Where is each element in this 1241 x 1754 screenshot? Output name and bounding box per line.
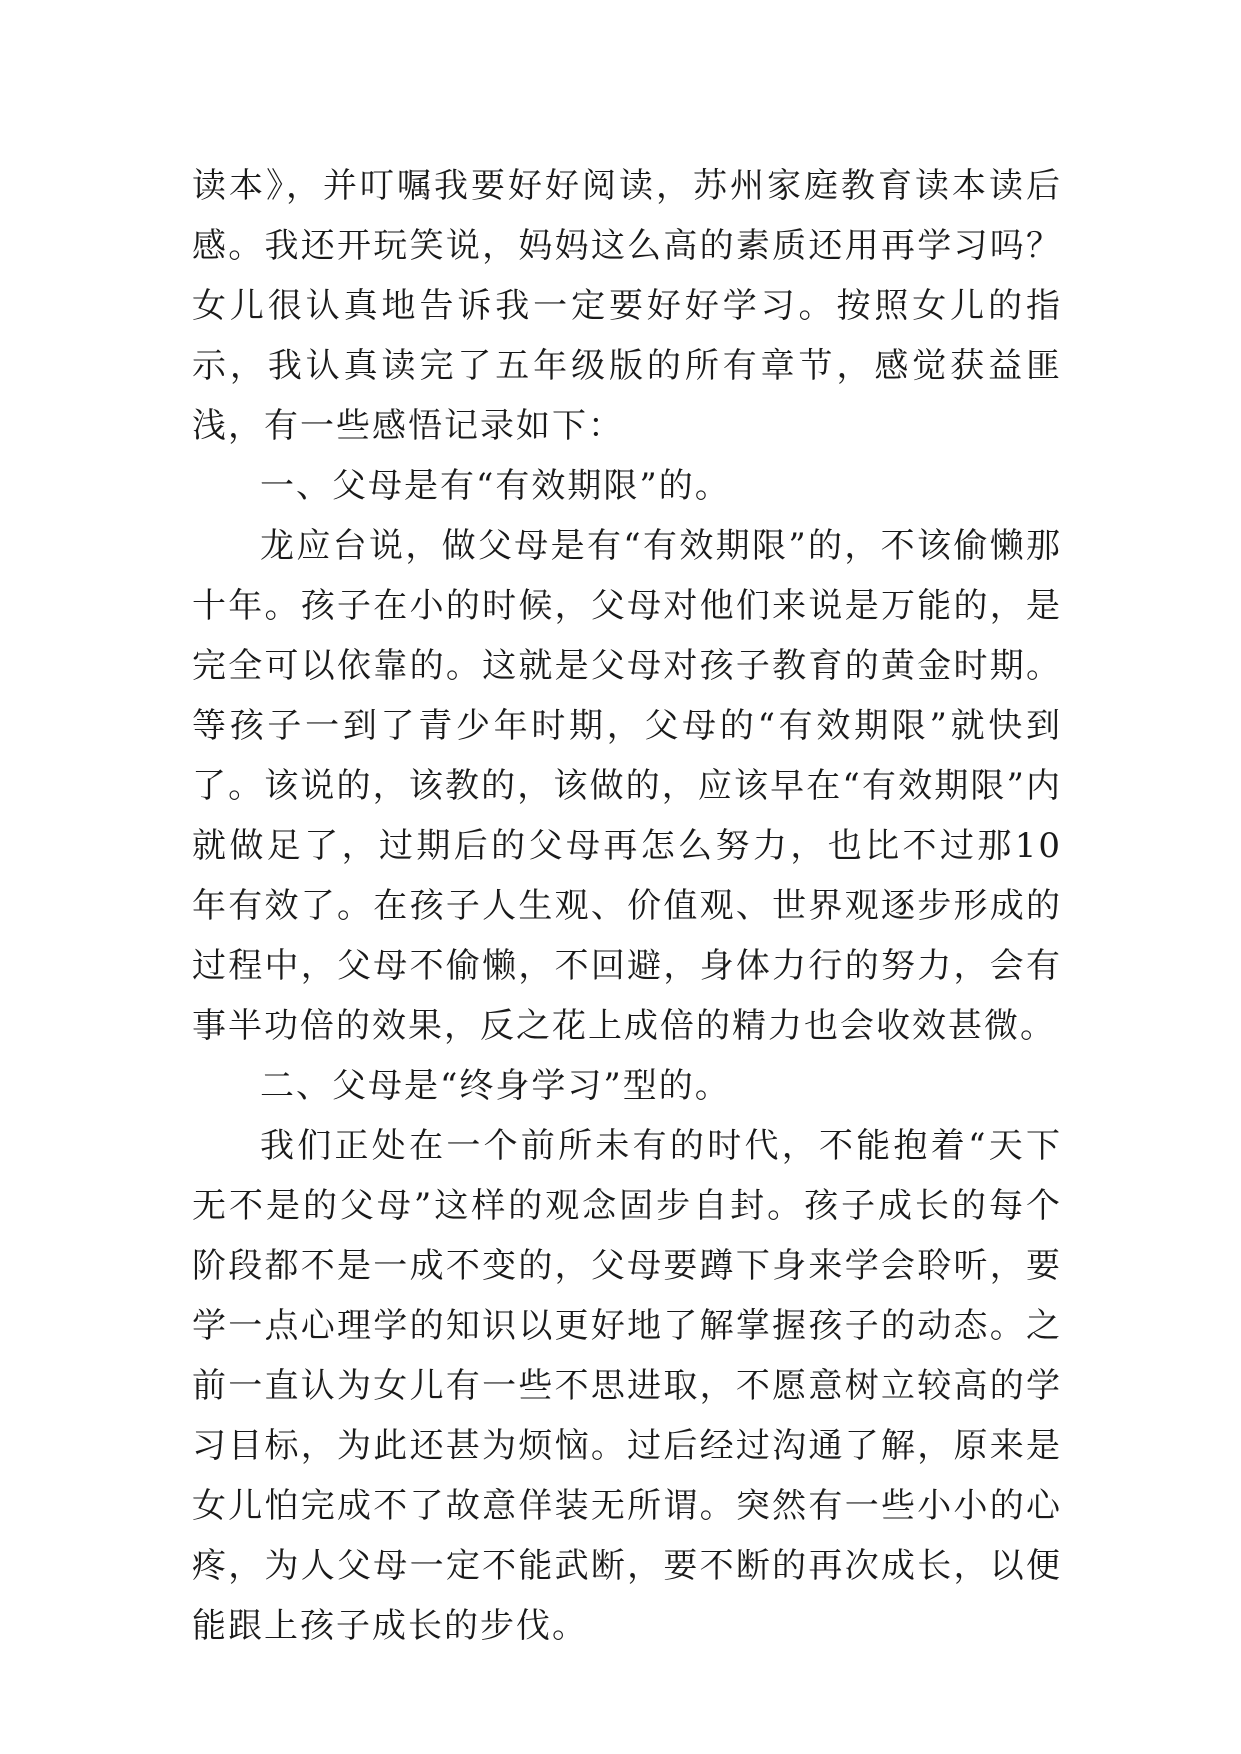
document-body [192,156,1062,1656]
section-heading-2: 二、父母是“终身学习”型的。 [260,1066,731,1106]
paragraph-section-1: 龙应台说，做父母是有“有效期限”的，不该偷懒那十年。孩子在小的时候，父母对他们来说是万能的，是完全可以依靠的。这就是父母对孩子教育的黄金时期。等孩子一到了青少年时期，父母的“有效期限”就快到了。该说的，该教的，该做的，应该早在“有效期限”内就做足了，过期后的父母再怎么努力，也比不过那10年有效了。在孩子人生观、价值观、世界观逐步形成的过程中，父母不偷懒，不回避，身体力行的努力，会有事半功倍的效果，反之花上成倍的精力也会收效甚微。 [192,526,1062,1046]
section-heading-1: 一、父母是有“有效期限”的。 [260,466,731,506]
paragraph-intro-continued: 读本》，并叮嘱我要好好阅读，苏州家庭教育读本读后感。我还开玩笑说，妈妈这么高的素质还用再学习吗？女儿很认真地告诉我一定要好好学习。按照女儿的指示，我认真读完了五年级版的所有章节，感觉获益匪浅，有一些感悟记录如下： [192,166,1062,446]
paragraph-section-2: 我们正处在一个前所未有的时代，不能抱着“天下无不是的父母”这样的观念固步自封。孩子成长的每个阶段都不是一成不变的，父母要蹲下身来学会聆听，要学一点心理学的知识以更好地了解掌握孩子的动态。之前一直认为女儿有一些不思进取，不愿意树立较高的学习目标，为此还甚为烦恼。过后经过沟通了解，原来是女儿怕完成不了故意佯装无所谓。突然有一些小小的心疼，为人父母一定不能武断，要不断的再次成长，以便能跟上孩子成长的步伐。 [192,1126,1062,1646]
